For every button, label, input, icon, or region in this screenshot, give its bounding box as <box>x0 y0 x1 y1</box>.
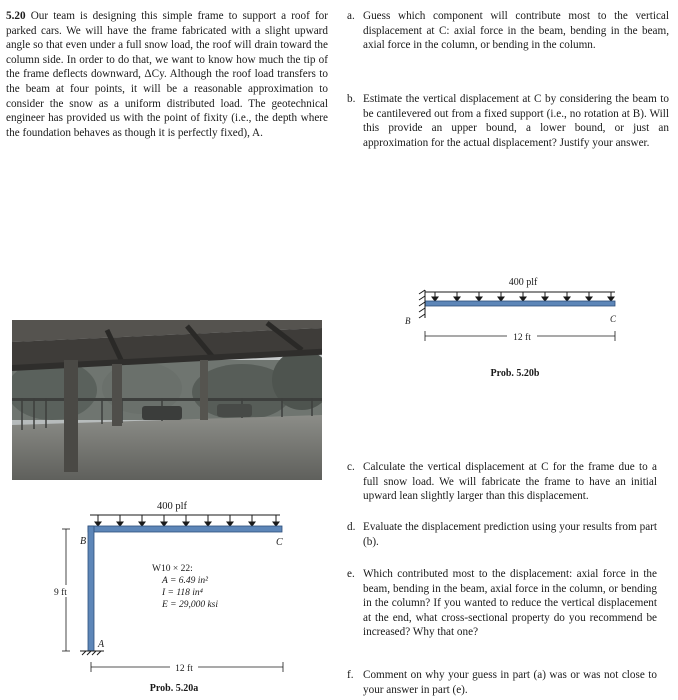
height-label: 9 ft <box>54 588 67 598</box>
part-label: c. <box>347 461 355 473</box>
load-label: 400 plf <box>508 277 538 288</box>
inertia-label: I = 118 in⁴ <box>162 588 203 598</box>
fixed-support-a <box>80 651 104 655</box>
cantilever-beam <box>425 301 615 306</box>
fixed-wall-b <box>419 290 425 318</box>
part-label: b. <box>347 93 356 105</box>
part-label: f. <box>347 669 354 681</box>
distributed-load-arrows <box>90 515 280 526</box>
part-text: Calculate the vertical displacement at C for the frame due to a full snow load. We will fabricate the frame to have an initial upward lean slightly larger than this displacement. <box>363 461 657 503</box>
column <box>88 526 94 651</box>
part-label: e. <box>347 568 355 580</box>
modulus-label: E = 29,000 ksi <box>162 600 219 610</box>
part-text: Comment on why your guess in part (a) was or was not close to your answer in part (e). <box>363 669 657 696</box>
area-label: A = 6.49 in² <box>162 576 209 586</box>
span-label: 12 ft <box>175 664 193 674</box>
point-a-label: A <box>98 639 105 650</box>
point-b-label: B <box>80 536 87 547</box>
beam <box>88 526 282 532</box>
part-text: Which contributed most to the displacement: axial force in the beam, bending in the beam, axial force in the column, or bending in the column? If you wanted to reduce the vertical displacement at the end, what cross-sectional property do you recommend be increased? Why that one? <box>363 568 657 639</box>
distributed-load-arrows <box>425 292 615 301</box>
part-text: Estimate the vertical displacement at C by considering the beam to be cantilevered out from a fixed support (i.e., no rotation at B). Will this provide an upper bound, a lower bound, or just an approximation for the actual displacement? Justify your answer. <box>363 93 669 149</box>
frame-figure-a <box>40 495 300 695</box>
problem-text: Our team is designing this simple frame to support a roof for parked cars. We will have the frame fabricated with a slight upward angle so that even under a full snow load, the roof will drain toward the column side. In order to do that, we want to know how much the tip of the frame deflects downward, ΔCy. Although the roof load transfers to the beam at four points, it will be a reasonable approximation to consider the snow as a uniform distributed load. The geotechnical engineer has provided us with the point of fixity (i.e., the depth where the foundation behaves as though it is perfectly fixed), A. <box>6 10 328 139</box>
problem-number: 5.20 <box>6 10 26 22</box>
carport-photo <box>12 320 322 480</box>
point-c-label: C <box>610 314 617 324</box>
cantilever-figure-b <box>395 272 635 382</box>
point-c-label: C <box>276 537 283 548</box>
section-label: W10 × 22: <box>152 564 193 574</box>
point-b-label: B <box>405 316 411 326</box>
load-label: 400 plf <box>156 501 188 512</box>
problem-statement <box>6 9 328 140</box>
part-label: d. <box>347 521 356 533</box>
part-text: Guess which component will contribute most to the vertical displacement at C: axial force in the beam, bending in the beam, axial force in the column, or bending in the column. <box>363 10 669 52</box>
span-label: 12 ft <box>513 333 531 343</box>
part-label: a. <box>347 10 355 22</box>
part-text: Evaluate the displacement prediction using your results from part (b). <box>363 521 657 548</box>
figure-b-caption: Prob. 5.20b <box>490 368 540 379</box>
figure-a-caption: Prob. 5.20a <box>149 683 199 694</box>
